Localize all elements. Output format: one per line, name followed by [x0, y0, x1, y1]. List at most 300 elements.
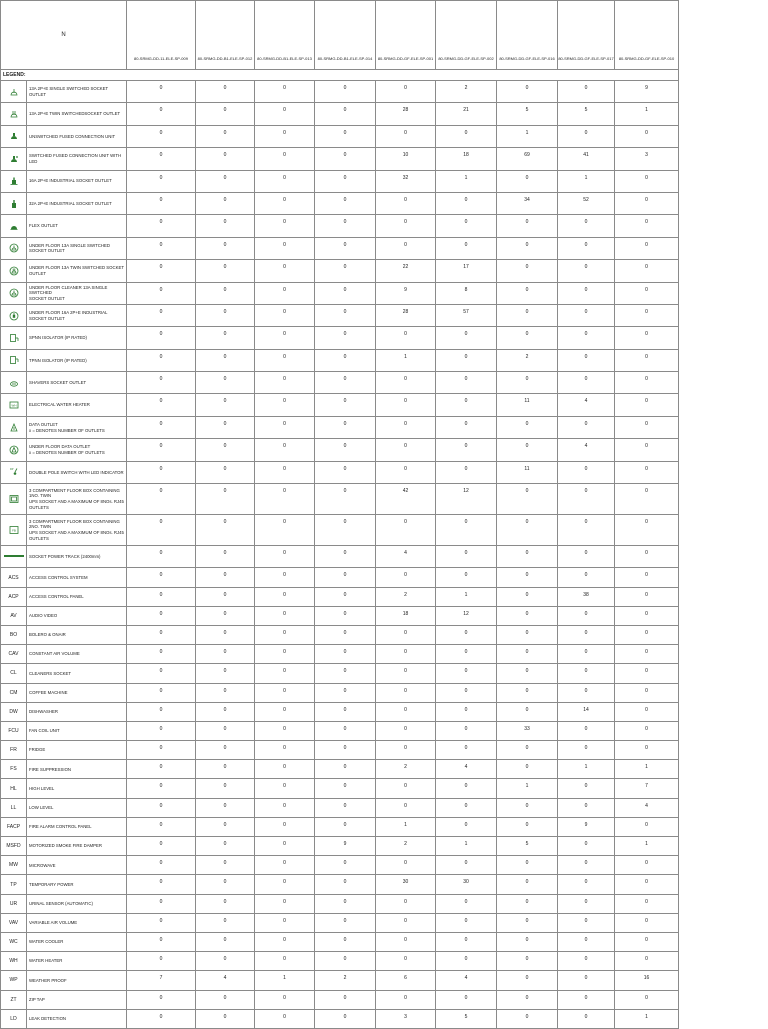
count-cell: 0 — [255, 81, 315, 103]
count-cell: 0 — [558, 932, 615, 951]
table-row — [1, 971, 679, 990]
row-label: LOW LEVEL — [27, 798, 127, 817]
count-cell: 0 — [558, 416, 615, 438]
abbreviation: CL — [10, 670, 17, 677]
count-cell: 0 — [315, 282, 376, 304]
count-cell: 0 — [376, 683, 436, 702]
count-cell: 0 — [196, 170, 255, 192]
count-cell: 38 — [558, 587, 615, 606]
count-cell: 34 — [497, 192, 558, 214]
count-cell: 0 — [196, 894, 255, 913]
abbreviation-cell — [1, 760, 27, 779]
count-cell: 0 — [558, 913, 615, 932]
count-cell: 0 — [558, 304, 615, 326]
count-cell: 0 — [497, 587, 558, 606]
count-cell: 1 — [558, 760, 615, 779]
count-cell: 4 — [615, 798, 679, 817]
count-cell: 0 — [497, 546, 558, 568]
count-cell: 0 — [315, 237, 376, 259]
table-row — [1, 327, 679, 349]
count-cell: 0 — [558, 971, 615, 990]
row-label: DOUBLE POLE SWITCH WITH LED INDICATOR — [27, 461, 127, 483]
table-row — [1, 372, 679, 394]
count-cell: 0 — [196, 304, 255, 326]
count-cell: 0 — [196, 568, 255, 587]
column-header: 80-SRMG-DD-GF-ELE-SP-002 — [436, 1, 497, 70]
count-cell: 0 — [376, 702, 436, 721]
count-cell: 0 — [497, 416, 558, 438]
table-row — [1, 606, 679, 625]
count-cell: 0 — [558, 568, 615, 587]
table-row — [1, 81, 679, 103]
count-cell: 0 — [497, 304, 558, 326]
count-cell: 0 — [255, 798, 315, 817]
row-label: WATER COOLER — [27, 932, 127, 951]
count-cell: 0 — [436, 952, 497, 971]
count-cell: 0 — [615, 515, 679, 546]
count-cell: 0 — [615, 721, 679, 740]
count-cell: 0 — [196, 215, 255, 237]
count-cell: 0 — [615, 683, 679, 702]
abbreviation: ZT — [10, 996, 17, 1003]
count-cell: 0 — [196, 1009, 255, 1028]
row-label: ACCESS CONTROL PANEL — [27, 587, 127, 606]
count-cell: 0 — [196, 349, 255, 371]
table-row — [1, 721, 679, 740]
count-cell: 0 — [127, 587, 196, 606]
count-cell: 0 — [615, 990, 679, 1009]
count-cell: 0 — [436, 894, 497, 913]
count-cell: 0 — [436, 741, 497, 760]
count-cell: 0 — [255, 856, 315, 875]
abbreviation-cell — [1, 1009, 27, 1028]
table-row — [1, 103, 679, 125]
count-cell: 0 — [376, 81, 436, 103]
count-cell: 0 — [255, 741, 315, 760]
row-label: WEATHER PROOF — [27, 971, 127, 990]
abbreviation: LD — [10, 1015, 17, 1022]
count-cell: 0 — [615, 260, 679, 282]
count-cell: 0 — [558, 546, 615, 568]
count-cell: 0 — [196, 798, 255, 817]
count-cell: 0 — [436, 125, 497, 147]
count-cell: 0 — [376, 664, 436, 683]
count-cell: 0 — [255, 439, 315, 461]
count-cell: 0 — [615, 913, 679, 932]
count-cell: 0 — [436, 683, 497, 702]
count-cell: 0 — [127, 625, 196, 644]
count-cell: 0 — [497, 170, 558, 192]
count-cell: 0 — [497, 952, 558, 971]
count-cell: 14 — [558, 702, 615, 721]
count-cell: 0 — [315, 327, 376, 349]
count-cell: 0 — [615, 875, 679, 894]
count-cell: 0 — [196, 625, 255, 644]
count-cell: 0 — [315, 952, 376, 971]
abbreviation-cell — [1, 798, 27, 817]
flex-outlet-icon — [1, 215, 27, 237]
count-cell: 0 — [497, 282, 558, 304]
count-cell: 0 — [615, 568, 679, 587]
count-cell: 1 — [615, 837, 679, 856]
count-cell: 0 — [196, 932, 255, 951]
count-cell: 0 — [127, 81, 196, 103]
count-cell: 0 — [497, 971, 558, 990]
count-cell: 0 — [497, 875, 558, 894]
count-cell: 1 — [497, 779, 558, 798]
count-cell: 0 — [255, 1009, 315, 1028]
abbreviation-cell — [1, 952, 27, 971]
count-cell: 0 — [436, 394, 497, 416]
count-cell: 0 — [127, 875, 196, 894]
svg-text:WH: WH — [11, 403, 16, 408]
count-cell: 0 — [127, 372, 196, 394]
count-cell: 0 — [127, 702, 196, 721]
count-cell: 0 — [255, 237, 315, 259]
table-row — [1, 546, 679, 568]
count-cell: 0 — [615, 439, 679, 461]
count-cell: 0 — [376, 439, 436, 461]
count-cell: 0 — [615, 702, 679, 721]
count-cell: 0 — [315, 416, 376, 438]
count-cell: 1 — [436, 587, 497, 606]
table-row — [1, 237, 679, 259]
count-cell: 0 — [127, 952, 196, 971]
shaver-socket-icon — [1, 372, 27, 394]
count-cell: 0 — [558, 484, 615, 515]
fused-unit-led-icon — [1, 148, 27, 170]
row-label: 13A 2P+E SINGLE SWITCHED SOCKET OUTLET — [27, 81, 127, 103]
count-cell: 0 — [315, 461, 376, 483]
count-cell: 0 — [255, 515, 315, 546]
count-cell: 0 — [558, 461, 615, 483]
abbreviation-cell — [1, 932, 27, 951]
count-cell: 0 — [255, 817, 315, 836]
table-row — [1, 760, 679, 779]
count-cell: 3 — [376, 1009, 436, 1028]
abbreviation-cell — [1, 817, 27, 836]
table-row — [1, 990, 679, 1009]
count-cell: 2 — [376, 837, 436, 856]
count-cell: 0 — [255, 587, 315, 606]
count-cell: 0 — [255, 394, 315, 416]
abbreviation: UR — [9, 900, 18, 907]
count-cell: 0 — [315, 798, 376, 817]
row-label: MICROWAVE — [27, 856, 127, 875]
row-label: FIRE ALARM CONTROL PANEL — [27, 817, 127, 836]
double-pole-switch-icon — [1, 461, 27, 483]
count-cell: 0 — [315, 372, 376, 394]
count-cell: 5 — [497, 837, 558, 856]
count-cell: 0 — [615, 170, 679, 192]
count-cell: 0 — [127, 837, 196, 856]
count-cell: 0 — [315, 103, 376, 125]
count-cell: 0 — [196, 546, 255, 568]
table-row — [1, 837, 679, 856]
count-cell: 0 — [315, 170, 376, 192]
abbreviation-cell — [1, 990, 27, 1009]
count-cell: 0 — [196, 913, 255, 932]
count-cell: 0 — [196, 484, 255, 515]
count-cell: 0 — [196, 760, 255, 779]
count-cell: 0 — [315, 856, 376, 875]
count-cell: 0 — [196, 515, 255, 546]
abbreviation: HL — [10, 785, 17, 792]
count-cell: 0 — [127, 170, 196, 192]
abbreviation: ACP — [8, 593, 19, 600]
column-header: 80-SRMG-DD-GF-ELE-SP-016 — [497, 1, 558, 70]
count-cell: 0 — [255, 837, 315, 856]
abbreviation: MW — [9, 862, 18, 869]
count-cell: 0 — [255, 260, 315, 282]
abbreviation-cell — [1, 875, 27, 894]
count-cell: 0 — [255, 372, 315, 394]
table-row — [1, 416, 679, 438]
count-cell: 2 — [436, 81, 497, 103]
count-cell: 0 — [315, 215, 376, 237]
floor-box-1-icon — [1, 484, 27, 515]
count-cell: 0 — [497, 702, 558, 721]
count-cell: 1 — [376, 349, 436, 371]
row-label: BOLERO & ONAIR — [27, 625, 127, 644]
count-cell: 1 — [615, 103, 679, 125]
count-cell: 0 — [615, 372, 679, 394]
count-cell: 0 — [376, 327, 436, 349]
count-cell: 0 — [376, 741, 436, 760]
count-cell: 0 — [127, 394, 196, 416]
count-cell: 0 — [436, 192, 497, 214]
count-cell: 0 — [196, 606, 255, 625]
count-cell: 10 — [376, 148, 436, 170]
table-row — [1, 125, 679, 147]
count-cell: 9 — [615, 81, 679, 103]
count-cell: 1 — [558, 170, 615, 192]
row-label: 13A 2P+E TWIN SWITCHEDSOCKET OUTLET — [27, 103, 127, 125]
count-cell: 0 — [376, 568, 436, 587]
count-cell: 0 — [196, 260, 255, 282]
count-cell: 0 — [497, 568, 558, 587]
count-cell: 0 — [558, 645, 615, 664]
count-cell: 4 — [376, 546, 436, 568]
count-cell: 0 — [376, 237, 436, 259]
column-header: 80-SRMG-DD-B1-ELE-SP-014 — [315, 1, 376, 70]
count-cell: 0 — [615, 192, 679, 214]
count-cell: 0 — [127, 125, 196, 147]
count-cell: 0 — [376, 416, 436, 438]
count-cell: 0 — [127, 416, 196, 438]
count-cell: 0 — [497, 515, 558, 546]
fused-unit-icon — [1, 125, 27, 147]
count-cell: 0 — [196, 372, 255, 394]
column-header: 80-SRMG-DD-GF-ELE-SP-010 — [615, 1, 679, 70]
count-cell: 1 — [615, 760, 679, 779]
count-cell: 0 — [558, 349, 615, 371]
abbreviation: AV — [10, 612, 17, 619]
abbreviation: CM — [9, 689, 18, 696]
underfloor-industrial-icon — [1, 304, 27, 326]
count-cell: 0 — [436, 779, 497, 798]
count-cell: 0 — [255, 304, 315, 326]
count-cell: 0 — [127, 260, 196, 282]
count-cell: 22 — [376, 260, 436, 282]
count-cell: 0 — [196, 327, 255, 349]
column-header: 80-SRMG-DD-GF-ELE-SP-001 — [376, 1, 436, 70]
count-cell: 0 — [376, 798, 436, 817]
count-cell: 0 — [315, 913, 376, 932]
count-cell: 0 — [196, 875, 255, 894]
corner-cell: N — [1, 1, 127, 70]
count-cell: 0 — [558, 215, 615, 237]
count-cell: 0 — [255, 349, 315, 371]
count-cell: 41 — [558, 148, 615, 170]
count-cell: 0 — [255, 894, 315, 913]
count-cell: 0 — [196, 664, 255, 683]
count-cell: 0 — [315, 394, 376, 416]
count-cell: 42 — [376, 484, 436, 515]
count-cell: 0 — [376, 372, 436, 394]
count-cell: 0 — [558, 990, 615, 1009]
header-row — [1, 1, 679, 70]
count-cell: 0 — [436, 568, 497, 587]
count-cell: 0 — [615, 237, 679, 259]
count-cell: 0 — [255, 913, 315, 932]
count-cell: 0 — [436, 817, 497, 836]
count-cell: 0 — [558, 81, 615, 103]
table-row — [1, 932, 679, 951]
count-cell: 0 — [436, 625, 497, 644]
count-cell: 0 — [255, 932, 315, 951]
industrial-16a-icon — [1, 170, 27, 192]
count-cell: 18 — [376, 606, 436, 625]
count-cell: 0 — [615, 327, 679, 349]
count-cell: 0 — [315, 587, 376, 606]
count-cell: 5 — [497, 103, 558, 125]
count-cell: 0 — [558, 683, 615, 702]
count-cell: 0 — [558, 856, 615, 875]
count-cell: 0 — [196, 645, 255, 664]
count-cell: 0 — [196, 779, 255, 798]
table-row — [1, 683, 679, 702]
count-cell: 0 — [376, 913, 436, 932]
count-cell: 0 — [558, 798, 615, 817]
count-cell: 0 — [615, 416, 679, 438]
count-cell: 2 — [376, 760, 436, 779]
count-cell: 0 — [615, 932, 679, 951]
row-label: TEMPORARY POWER — [27, 875, 127, 894]
count-cell: 0 — [497, 932, 558, 951]
count-cell: 21 — [436, 103, 497, 125]
table-row — [1, 645, 679, 664]
count-cell: 0 — [315, 721, 376, 740]
count-cell: 0 — [315, 779, 376, 798]
row-label: UNDER FLOOR 13A SINGLE SWITCHED SOCKET OUTLET — [27, 237, 127, 259]
count-cell: 0 — [558, 372, 615, 394]
count-cell: 0 — [436, 349, 497, 371]
count-cell: 0 — [615, 741, 679, 760]
count-cell: 0 — [196, 683, 255, 702]
count-cell: 0 — [315, 125, 376, 147]
count-cell: 0 — [558, 125, 615, 147]
count-cell: 0 — [376, 990, 436, 1009]
table-row — [1, 260, 679, 282]
count-cell: 0 — [127, 148, 196, 170]
count-cell: 0 — [558, 875, 615, 894]
count-cell: 0 — [127, 606, 196, 625]
row-label: LEAK DETECTION — [27, 1009, 127, 1028]
count-cell: 0 — [436, 932, 497, 951]
count-cell: 0 — [376, 856, 436, 875]
abbreviation-cell — [1, 779, 27, 798]
abbreviation-cell — [1, 664, 27, 683]
count-cell: 0 — [497, 215, 558, 237]
row-label: AUDIO VIDEO — [27, 606, 127, 625]
count-cell: 0 — [497, 913, 558, 932]
underfloor-single-icon — [1, 237, 27, 259]
row-label: DISHWASHER — [27, 702, 127, 721]
count-cell: 30 — [376, 875, 436, 894]
count-cell: 0 — [255, 327, 315, 349]
count-cell: 0 — [255, 683, 315, 702]
count-cell: 0 — [497, 645, 558, 664]
count-cell: 0 — [497, 260, 558, 282]
count-cell: 0 — [255, 990, 315, 1009]
count-cell: 0 — [315, 439, 376, 461]
table-row — [1, 304, 679, 326]
count-cell: 0 — [315, 148, 376, 170]
count-cell: 0 — [255, 606, 315, 625]
count-cell: 0 — [255, 461, 315, 483]
count-cell: 5 — [558, 103, 615, 125]
count-cell: 0 — [436, 798, 497, 817]
count-cell: 0 — [196, 394, 255, 416]
count-cell: 0 — [255, 170, 315, 192]
count-cell: 9 — [315, 837, 376, 856]
count-cell: 0 — [497, 439, 558, 461]
count-cell: 0 — [127, 798, 196, 817]
count-cell: 0 — [497, 817, 558, 836]
table-row — [1, 664, 679, 683]
count-cell: 0 — [315, 875, 376, 894]
abbreviation-cell — [1, 568, 27, 587]
count-cell: 0 — [615, 394, 679, 416]
count-cell: 0 — [315, 484, 376, 515]
count-cell: 0 — [127, 990, 196, 1009]
count-cell: 11 — [497, 394, 558, 416]
count-cell: 9 — [558, 817, 615, 836]
count-cell: 0 — [315, 760, 376, 779]
abbreviation: TP — [10, 881, 17, 888]
count-cell: 0 — [615, 282, 679, 304]
abbreviation: BO — [9, 632, 18, 639]
count-cell: 0 — [436, 856, 497, 875]
abbreviation: MSFD — [6, 843, 21, 850]
row-label: CLEANERS SOCKET — [27, 664, 127, 683]
count-cell: 0 — [127, 215, 196, 237]
abbreviation: FACP — [6, 823, 21, 830]
abbreviation: FR — [10, 747, 17, 754]
count-cell: 11 — [497, 461, 558, 483]
count-cell: 0 — [497, 741, 558, 760]
count-cell: 0 — [196, 461, 255, 483]
count-cell: 1 — [255, 971, 315, 990]
row-label: SOCKET POWER TRACK (2400mm) — [27, 546, 127, 568]
table-row — [1, 875, 679, 894]
row-label: 3 COMPARTMENT FLOOR BOX CONTAINING 2NO. TWIN UPS SOCKET AND A MAXIMUM OF 8NOs. RJ45 OUTLETS — [27, 515, 127, 546]
count-cell: 0 — [127, 349, 196, 371]
count-cell: 0 — [558, 282, 615, 304]
row-label: SPNN ISOLATOR (IP RATED) — [27, 327, 127, 349]
table-row — [1, 282, 679, 304]
